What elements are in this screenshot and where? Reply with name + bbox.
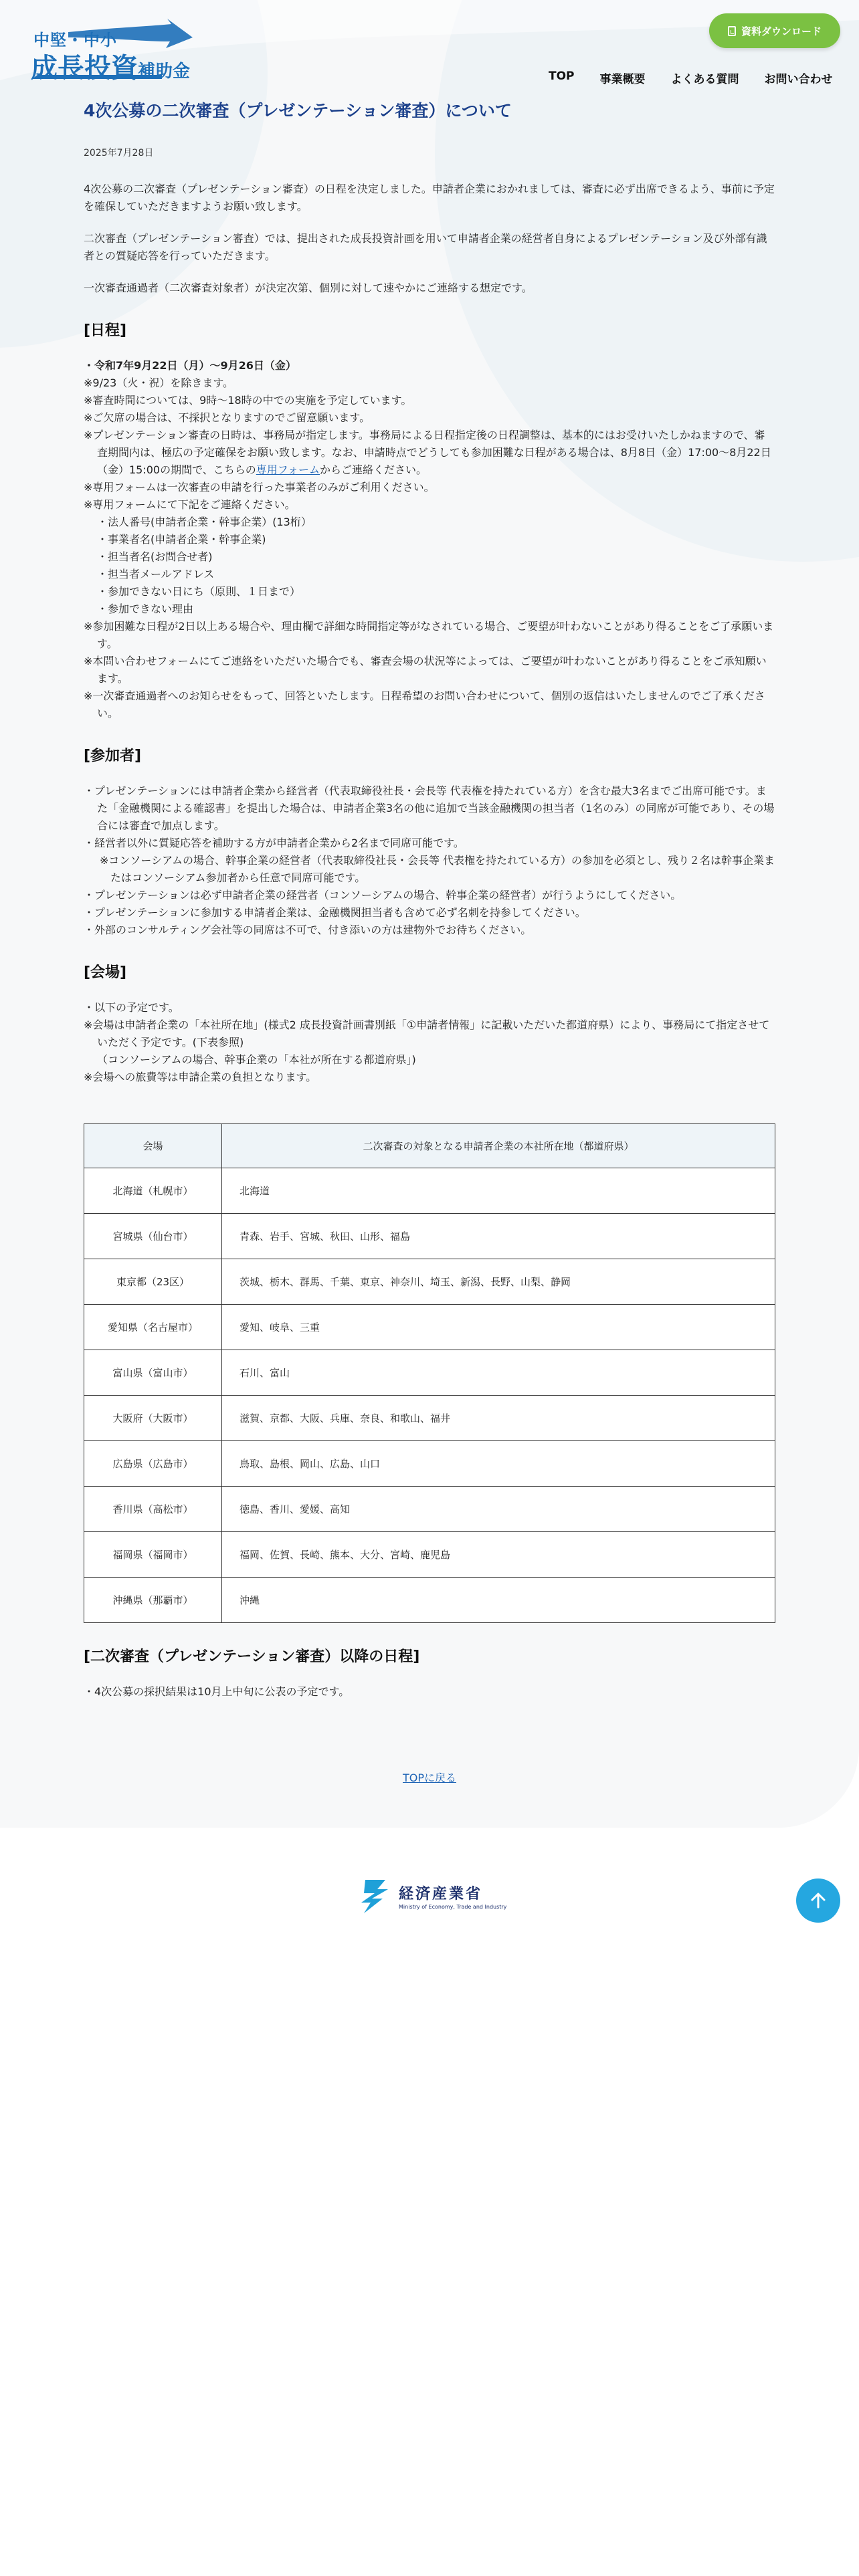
form-link[interactable]: 専用フォーム: [256, 463, 320, 476]
ministry-english-name: Ministry of Economy, Trade and Industry: [399, 1904, 507, 1910]
participants-heading: [参加者]: [84, 748, 142, 764]
venue-cell: 福岡県（福岡市）: [84, 1532, 222, 1578]
back-to-top-link[interactable]: TOPに戻る: [402, 1772, 457, 1784]
venue-cell: 広島県（広島市）: [84, 1441, 222, 1487]
schedule-note: ※審査時間については、9時～18時の中での実施を予定しています。: [84, 394, 412, 407]
meti-logo[interactable]: [359, 1879, 507, 1917]
scroll-to-top-button[interactable]: [796, 1879, 840, 1923]
schedule-note: ※本問い合わせフォームにてご連絡をいただいた場合でも、審査会場の状況等によっては、ご要望が叶わないことがあり得ることをご承知願います。: [84, 655, 767, 685]
form-field-item: ・担当者名(お問合せ者): [97, 550, 213, 563]
after-schedule-note: ・4次公募の採択結果は10月上中旬に公表の予定です。: [84, 1685, 350, 1698]
prefecture-cell: 茨城、栃木、群馬、千葉、東京、神奈川、埼玉、新潟、長野、山梨、静岡: [222, 1259, 775, 1305]
prefecture-cell: 滋賀、京都、大阪、兵庫、奈良、和歌山、福井: [222, 1396, 775, 1441]
schedule-note-text: からご連絡ください。: [320, 463, 427, 476]
prefecture-cell: 徳島、香川、愛媛、高知: [222, 1487, 775, 1532]
table-row: [84, 1487, 775, 1532]
schedule-heading: [日程]: [84, 322, 127, 339]
logo-main-text: [31, 47, 190, 85]
participant-note: ・プレゼンテーションに参加する申請者企業は、金融機関担当者も含めて必ず名刺を持参してください。: [84, 906, 586, 919]
venue-cell: 宮城県（仙台市）: [84, 1214, 222, 1259]
table-row: [84, 1578, 775, 1623]
venue-heading: [会場]: [84, 964, 127, 981]
schedule-note: ※ご欠席の場合は、不採択となりますのでご留意願います。: [84, 411, 371, 424]
participant-note: ・プレゼンテーションは必ず申請者企業の経営者（コンソーシアムの場合、幹事企業の経営者）が行うようにしてください。: [84, 889, 682, 901]
table-header-prefectures: 二次審査の対象となる申請者企業の本社所在地（都道府県）: [222, 1124, 775, 1168]
venue-section: [84, 999, 775, 1086]
participant-note: ・外部のコンサルティング会社等の同席は不可で、付き添いの方は建物外でお待ちください。: [84, 924, 532, 936]
download-button[interactable]: [709, 13, 840, 48]
prefecture-cell: 青森、岩手、宮城、秋田、山形、福島: [222, 1214, 775, 1259]
table-row: [84, 1350, 775, 1396]
form-field-item: ・参加できない理由: [97, 603, 194, 615]
form-field-item: ・参加できない日にち（原則、１日まで）: [97, 585, 301, 598]
intro-paragraph: 二次審査（プレゼンテーション審査）では、提出された成長投資計画を用いて申請者企業の経営者自身によるプレゼンテーション及び外部有識者との質疑応答を行っていただきます。: [84, 232, 767, 262]
logo-top-text: 中堅・中小: [33, 31, 117, 49]
venue-cell: 北海道（札幌市）: [84, 1168, 222, 1214]
venue-note: ※会場への旅費等は申請企業の負担となります。: [84, 1071, 317, 1083]
schedule-date: ・令和7年9月22日（月）～9月26日（金）: [84, 359, 296, 372]
schedule-note: ※9/23（火・祝）を除きます。: [84, 377, 234, 389]
venue-cell: 東京都（23区）: [84, 1259, 222, 1305]
schedule-note-text: ※プレゼンテーション審査の日時は、事務局が指定します。事務局による日程指定後の日程調整は、基本的にはお受けいたしかねますので、審査期間内は、極広の予定確保をお願い致します。なお、申請時点でどうしても参加困難な日程がある場合は、8月8日（金）17:00～8月22日（金）15:00の期間で、こちらの: [84, 429, 771, 476]
participant-note: ・プレゼンテーションには申請者企業から経営者（代表取締役社長・会長等 代表権を持たれている方）を含む最大3名までご出席可能です。また「金融機関による確認書」を提出した場合は、申請者企業3名の他に追加で当該金融機関の担当者（1名のみ）の同席が可能であり、その場合には審査で加点します。: [84, 784, 775, 832]
table-row: [84, 1441, 775, 1487]
prefecture-cell: 愛知、岐阜、三重: [222, 1305, 775, 1350]
schedule-note: [84, 427, 775, 479]
ministry-name: 経済産業省: [399, 1886, 483, 1903]
logo-sub-label: 補助金: [138, 62, 191, 82]
back-to-top-link-wrap: [84, 1769, 775, 1787]
table-row: [84, 1532, 775, 1578]
nav-item-contact[interactable]: お問い合わせ: [764, 73, 833, 86]
article: [84, 98, 775, 1784]
nav-item-faq[interactable]: よくある質問: [670, 73, 739, 86]
arrow-up-icon: [809, 1891, 828, 1910]
table-row: [84, 1305, 775, 1350]
table-header-venue: 会場: [84, 1124, 222, 1168]
participants-section: [84, 782, 775, 939]
schedule-note: ※一次審査通過者へのお知らせをもって、回答といたします。日程希望のお問い合わせについて、個別の返信はいたしませんのでご了承ください。: [84, 689, 765, 720]
prefecture-cell: 石川、富山: [222, 1350, 775, 1396]
download-button-label: 資料ダウンロード: [741, 25, 822, 37]
after-schedule-section: [84, 1683, 775, 1701]
nav-item-top[interactable]: TOP: [549, 70, 575, 83]
site-logo[interactable]: [28, 17, 194, 82]
participant-note: ・経営者以外に質疑応答を補助する方が申請者企業から2名まで同席可能です。: [84, 837, 464, 849]
table-row: [84, 1214, 775, 1259]
prefecture-cell: 鳥取、島根、岡山、広島、山口: [222, 1441, 775, 1487]
schedule-note: ※専用フォームは一次審査の申請を行った事業者のみがご利用ください。: [84, 481, 435, 494]
site-header: [0, 0, 859, 100]
schedule-section: [84, 357, 775, 722]
main-nav: [549, 70, 833, 90]
table-row: [84, 1168, 775, 1214]
meti-logo-icon: [359, 1879, 392, 1915]
prefecture-cell: 福岡、佐賀、長崎、熊本、大分、宮崎、鹿児島: [222, 1532, 775, 1578]
table-header-row: [84, 1124, 775, 1168]
participant-note: ※コンソーシアムの場合、幹事企業の経営者（代表取締役社長・会長等 代表権を持たれている方）の参加を必須とし、残り２名は幹事企業またはコンソーシアム参加者から任意で同席可能です。: [100, 854, 775, 884]
nav-item-overview[interactable]: 事業概要: [599, 73, 646, 86]
venue-note: ・以下の予定です。: [84, 1001, 179, 1014]
form-field-item: ・事業者名(申請者企業・幹事企業): [97, 533, 266, 546]
venue-cell: 沖縄県（那覇市）: [84, 1578, 222, 1623]
venue-cell: 愛知県（名古屋市）: [84, 1305, 222, 1350]
after-schedule-heading: [二次審査（プレゼンテーション審査）以降の日程]: [84, 1648, 420, 1665]
venue-cell: 大阪府（大阪市）: [84, 1396, 222, 1441]
intro-paragraph: 4次公募の二次審査（プレゼンテーション審査）の日程を決定しました。申請者企業におかれましては、審査に必ず出席できるよう、事前に予定を確保していただきますようお願い致します。: [84, 183, 775, 213]
prefecture-cell: 北海道: [222, 1168, 775, 1214]
site-footer: [0, 1828, 859, 1961]
schedule-note: ※参加困難な日程が2日以上ある場合や、理由欄で詳細な時間指定等がなされている場合、ご要望が叶わないことがあり得ることをご了承願います。: [84, 620, 774, 650]
venue-note: ※会場は申請者企業の「本社所在地」(様式2 成長投資計画書別紙「①申請者情報」に記載いただいた都道府県）により、事務局にて指定させていただく予定です。(下表参照): [84, 1018, 770, 1049]
document-icon: [728, 26, 736, 36]
intro-paragraph: 一次審査通過者（二次審査対象者）が決定次第、個別に対して速やかにご連絡する想定です。: [84, 282, 533, 294]
venue-table: [84, 1123, 775, 1623]
table-row: [84, 1259, 775, 1305]
venue-note: （コンソーシアムの場合、幹事企業の「本社が所在する都道府県」): [97, 1053, 416, 1066]
publish-date: 2025年7月28日: [84, 148, 154, 158]
schedule-note: ※専用フォームにて下記をご連絡ください。: [84, 498, 296, 511]
venue-cell: 香川県（高松市）: [84, 1487, 222, 1532]
intro: [84, 181, 775, 297]
page-title: 4次公募の二次審査（プレゼンテーション審査）について: [84, 101, 512, 120]
form-field-item: ・担当者メールアドレス: [97, 568, 215, 580]
logo-main-label: 成長投資: [31, 53, 138, 84]
prefecture-cell: 沖縄: [222, 1578, 775, 1623]
table-row: [84, 1396, 775, 1441]
venue-cell: 富山県（富山市）: [84, 1350, 222, 1396]
form-field-item: ・法人番号(申請者企業・幹事企業）(13桁）: [97, 516, 312, 528]
